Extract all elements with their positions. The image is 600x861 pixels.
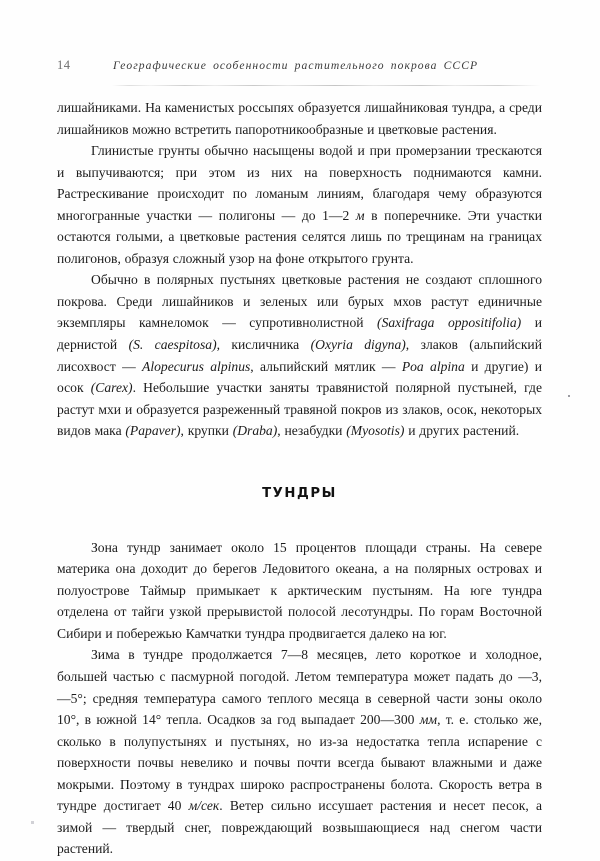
latin-name: мм xyxy=(419,712,438,728)
text-run: Зона тундр занимает около 15 процентов площади страны. На севере материка она доходит до берегов Ледовитого океана, а на полярных островах и полуострове Таймыр примыкает к арктическим пустыням. На юге тундра отделена от тайги узкой прерывистой полосой лесотундры. По горам Восточной Сибири и побережью Камчатки тундра продвигается далеко на юг. xyxy=(57,539,542,641)
text-run: , крупки xyxy=(180,423,233,439)
text-run: , незабудки xyxy=(277,423,347,439)
latin-name: (Oxyria digyna) xyxy=(310,337,406,353)
paragraph xyxy=(57,644,542,859)
text-run: , альпийский мятлик — xyxy=(250,358,402,374)
latin-name: (Papaver) xyxy=(125,423,181,439)
running-head-title: Географические особенности растительного покрова СССР xyxy=(113,59,479,72)
latin-name: м/сек xyxy=(188,798,220,814)
text-run: Зима в тундре продолжается 7—8 месяцев, лето короткое и холодное, большей частью с пасмурной погодой. Летом температура может падать до —3, —5°; средняя температура самого теплого месяца в северной части зоны около 10°, в южной 14° тепла. Осадков за год выпадает 200—300 xyxy=(57,647,542,728)
text-run: , т. е. столько же, сколько в полупустынях и пустынях, но из-за недостатка тепла испарение с поверхности почвы невелико и почвы почти всегда бывают влажными и даже мокрыми. Поэтому в тундрах широко распространены болота. Скорость ветра в тундре достигает 40 xyxy=(57,712,542,814)
paragraph-group-after-heading xyxy=(57,537,542,860)
text-run: и другие) и осок xyxy=(57,358,542,396)
text-run: , злаков (альпийский лисохвост — xyxy=(57,337,542,374)
latin-name: Poa alpina xyxy=(401,358,465,374)
text-run: и других растений. xyxy=(404,423,520,439)
text-run: лишайниками. На каменистых россыпях образуется лишайниковая тундра, а среди лишайников можно встретить папоротникообразные и цветковые растения. xyxy=(57,100,542,137)
latin-name: (Saxifraga oppositifolia) xyxy=(377,315,522,331)
text-run: Глинистые грунты обычно насыщены водой и при промерзании трескаются и выпучиваются; при этом из них на поверхность поднимаются камни. Растрескивание происходит по ломаным линиям, благодаря чему образуются многогранные участки — полигоны — до 1—2 xyxy=(57,143,542,223)
paragraph xyxy=(57,537,542,645)
text-run: . Ветер сильно иссушает растения и несет песок, а зимой — твердый снег, повреждающий возвышающиеся над снегом части растений. xyxy=(57,798,542,857)
heading-spacer-below xyxy=(57,501,542,537)
paragraph xyxy=(57,269,542,441)
text-run: Обычно в полярных пустынях цветковые растения не создают сплошного покрова. Среди лишайников и зеленых или бурых мхов растут единичные экземпляры камнеломок — супротивнолистной xyxy=(57,272,542,331)
latin-name: (Draba) xyxy=(232,423,278,439)
latin-name: (Carex) xyxy=(90,380,133,396)
running-head-rule xyxy=(112,85,541,86)
latin-name: м xyxy=(355,207,365,223)
latin-name: (Myosotis) xyxy=(346,423,405,439)
scan-speck-footer xyxy=(31,821,34,824)
text-run: в поперечнике. Эти участки остаются голыми, а цветковые растения селятся лишь по трещинам на границах полигонов, образуя сложный узор на фоне открытого грунта. xyxy=(57,207,543,266)
latin-name: (S. caespitosa) xyxy=(128,337,217,353)
text-column xyxy=(57,97,542,860)
running-head xyxy=(57,58,541,78)
latin-name: Alopecurus alpinus xyxy=(142,358,251,374)
scan-speck-margin xyxy=(568,395,570,397)
section-heading: ТУНДРЫ xyxy=(262,485,337,501)
page-number: 14 xyxy=(57,58,71,72)
paragraph-group-before-heading xyxy=(57,97,542,442)
text-run: . Небольшие участки заняты травянистой полярной пустыней, где растут мхи и образуется разреженный травяной покров из злаков, осок, некоторых видов мака xyxy=(57,380,542,439)
text-run: и дернистой xyxy=(57,315,542,353)
text-run: , кисличника xyxy=(216,337,311,353)
paragraph xyxy=(57,97,542,140)
heading-spacer-above xyxy=(57,442,542,486)
paragraph xyxy=(57,140,542,269)
